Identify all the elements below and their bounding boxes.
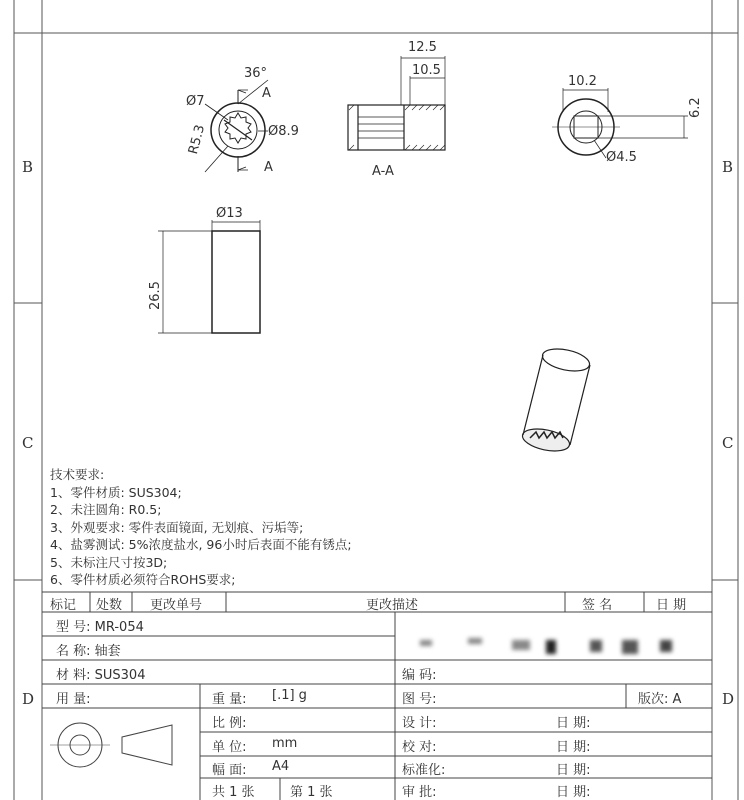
date-header: 日 期 — [656, 598, 687, 613]
zone-left-c: C — [22, 434, 34, 452]
section-label: A-A — [372, 164, 394, 179]
iso-view — [520, 345, 591, 455]
rev-desc-header: 更改描述 — [366, 598, 419, 613]
date-field: 日 期: — [556, 716, 591, 731]
designer-field: 设 计: — [402, 716, 437, 731]
tech-note-item: 2、未注圆角: R0.5; — [50, 502, 162, 517]
tech-note-item: 6、零件材质必须符合ROHS要求; — [50, 572, 236, 587]
rev-mark-header: 标记 — [50, 598, 77, 613]
sheet-number: 第 1 张 — [290, 785, 333, 800]
redaction — [590, 640, 602, 652]
section-mark-bottom: A — [264, 160, 273, 175]
redaction — [546, 640, 556, 654]
section-mark-top: A — [262, 86, 271, 101]
code-field: 编 码: — [402, 668, 437, 683]
redaction — [468, 638, 482, 644]
model-field: 型 号: MR-054 — [56, 620, 144, 635]
dim-dia45: Ø4.5 — [606, 150, 637, 165]
sign-header: 签 名 — [582, 598, 613, 613]
size-value: A4 — [272, 759, 290, 774]
version-field: 版次: A — [638, 692, 682, 707]
date-field: 日 期: — [556, 740, 591, 755]
redaction — [512, 640, 530, 650]
redaction — [622, 640, 638, 654]
end-view — [552, 88, 688, 158]
zone-right-d: D — [722, 690, 735, 708]
dim-len105: 10.5 — [412, 63, 441, 78]
unit-value: mm — [272, 736, 298, 751]
approver-field: 审 批: — [402, 785, 437, 800]
rev-doc-header: 更改单号 — [150, 598, 203, 613]
drawing-no-field: 图 号: — [402, 692, 437, 707]
dim-len125: 12.5 — [408, 40, 437, 55]
unit-label: 单 位: — [212, 740, 247, 755]
zone-left-b: B — [22, 158, 34, 176]
usage-field: 用 量: — [56, 692, 91, 707]
redaction — [660, 640, 672, 652]
date-field: 日 期: — [556, 785, 591, 800]
dim-dia13: Ø13 — [216, 206, 243, 221]
dim-h62: 6.2 — [688, 97, 703, 118]
side-view — [158, 220, 260, 333]
tech-note-item: 4、盐雾测试: 5%浓度盐水, 96小时后表面不能有锈点; — [50, 537, 352, 552]
front-view — [205, 80, 268, 172]
redaction — [420, 640, 432, 646]
dim-dia7: Ø7 — [186, 94, 205, 109]
zone-right-c: C — [722, 434, 734, 452]
tech-note-item: 3、外观要求: 零件表面镜面, 无划痕、污垢等; — [50, 519, 304, 535]
tech-notes-title: 技术要求: — [50, 467, 105, 482]
zone-left-d: D — [22, 690, 35, 708]
name-field: 名 称: 轴套 — [56, 644, 121, 659]
zone-right-b: B — [722, 158, 734, 176]
tech-note-item: 5、未标注尺寸按3D; — [50, 554, 168, 570]
total-sheets: 共 1 张 — [212, 785, 255, 800]
dim-angle: 36° — [244, 66, 268, 81]
scale-field: 比 例: — [212, 716, 247, 731]
dim-len265: 26.5 — [148, 281, 163, 310]
tech-note-item: 1、零件材质: SUS304; — [50, 484, 182, 500]
rev-place-header: 处数 — [96, 598, 123, 613]
checker-field: 校 对: — [402, 740, 437, 755]
dim-r53: R5.3 — [186, 123, 209, 156]
tech-notes — [50, 466, 352, 589]
size-label: 幅 面: — [212, 763, 247, 778]
weight-label: 重 量: — [212, 692, 247, 707]
weight-value: [.1] g — [272, 688, 307, 703]
dim-dia89: Ø8.9 — [268, 124, 299, 139]
dim-w102: 10.2 — [568, 74, 597, 89]
standard-field: 标准化: — [402, 763, 446, 778]
date-field: 日 期: — [556, 763, 591, 778]
material-field: 材 料: SUS304 — [56, 668, 146, 683]
